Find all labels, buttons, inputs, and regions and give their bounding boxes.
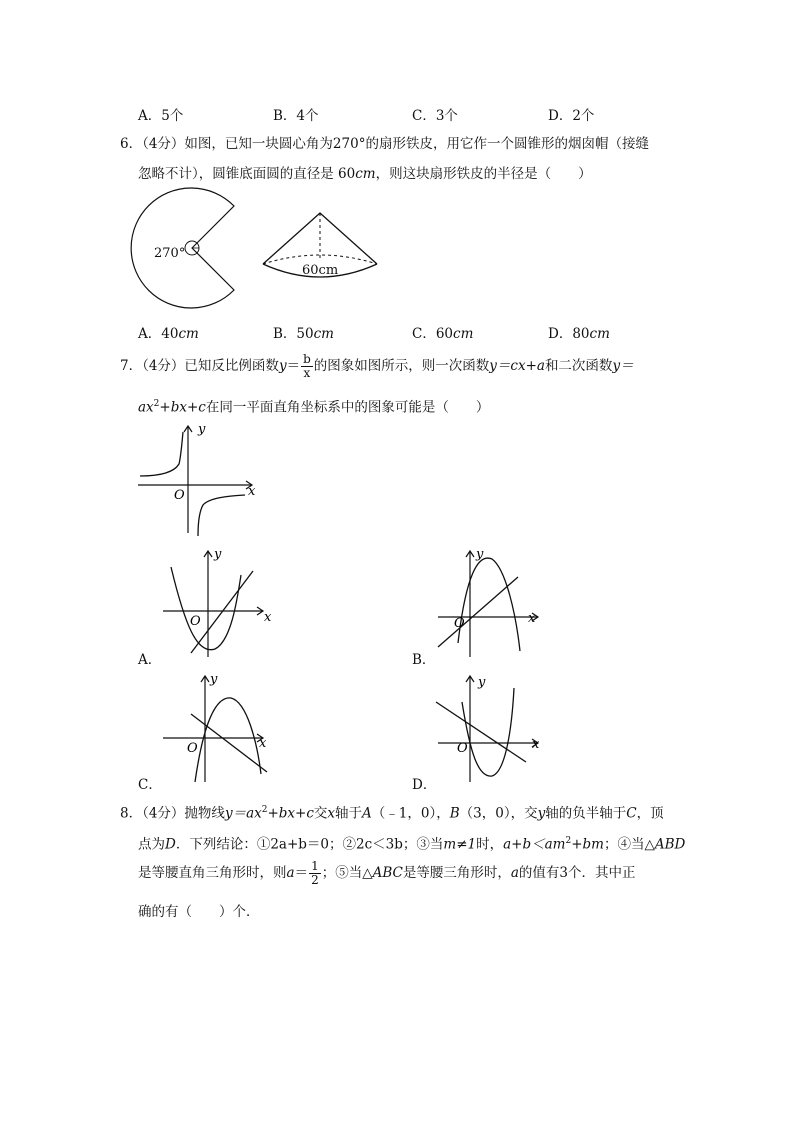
q6-sector-angle-label: 270° [154, 246, 186, 261]
q7-option-d-graph [430, 670, 555, 785]
q5-option-a: A．5个 [138, 108, 184, 124]
q6-text-line2: 忽略不计），圆锥底面圆的直径是 60cm，则这块扇形铁皮的半径是（ ） [138, 166, 592, 182]
q6-text-line1: 6．（4分）如图，已知一块圆心角为270°的扇形铁皮，用它作一个圆锥形的烟囱帽（接缝 [120, 136, 649, 152]
q7d-origin: O [457, 741, 468, 756]
q7a-origin: O [190, 614, 201, 629]
q7-text-line1: 7．（4分）已知反比例函数y＝ $\frac{b}{x}$ 的图象如图所示，则一次函数y＝cx+a和二次函数y＝ [120, 352, 634, 380]
q7-option-c-graph [155, 670, 280, 785]
q7a-axis-x: x [264, 610, 272, 625]
q7-text-line2: $ax^2+bx+c$在同一平面直角坐标系中的图象可能是（ ） [138, 399, 490, 416]
q8-text-line1: 8．（4分）抛物线$y=ax^2+bx+c$交x轴于A（﹣1，0），B（3，0），交y轴的负半轴于C，顶 [120, 805, 664, 822]
q7-hyperbola-figure [135, 420, 265, 540]
q7c-axis-y: y [210, 672, 218, 687]
q7-option-c-label: C． [138, 777, 162, 793]
q5-option-d: D．2个 [548, 108, 595, 124]
q5-option-b: B．4个 [273, 108, 319, 124]
q6-sector-figure [130, 190, 250, 310]
q7-option-a-graph [155, 545, 280, 660]
q6-option-d: D．80cm [548, 326, 610, 342]
q7-option-b-graph [430, 545, 555, 660]
q7-option-b-label: B． [412, 652, 436, 668]
q6-option-c: C．60cm [412, 326, 474, 342]
q5-option-c: C．3个 [412, 108, 458, 124]
q8-text-line3: 是等腰直角三角形时，则a＝ $\frac{1}{2}$ ；⑤当△ABC是等腰三角形时，a的值有3个．其中正 [138, 859, 636, 887]
q7b-axis-x: x [528, 611, 536, 626]
q6-option-a: A．40cm [138, 326, 199, 342]
q7a-axis-y: y [214, 547, 222, 562]
q7-fraction: $\frac{b}{x}$ [303, 352, 311, 380]
q7b-axis-y: y [476, 547, 484, 562]
q6-cone-diameter-label: 60cm [302, 263, 339, 278]
q7-ref-axis-y: y [198, 422, 206, 437]
q7c-origin: O [187, 741, 198, 756]
q7-option-a-label: A． [138, 652, 162, 668]
q7-ref-axis-x: x [248, 484, 256, 499]
q7b-origin: O [454, 616, 465, 631]
q7c-axis-x: x [259, 736, 267, 751]
q7d-axis-y: y [478, 675, 486, 690]
q6-option-b: B．50cm [273, 326, 334, 342]
q7-option-d-label: D． [412, 777, 437, 793]
q8-text-line4: 确的有（ ）个． [138, 904, 260, 920]
q8-text-line2: 点为D．下列结论：①2a+b＝0；②2c＜3b；③当m≠1时，$a+b<am^2+bm$；④当△ABD [138, 836, 686, 853]
q7d-axis-x: x [532, 737, 540, 752]
q7-ref-origin: O [174, 488, 185, 503]
q8-fraction: $\frac{1}{2}$ [311, 859, 319, 887]
q6-cone-figure [260, 210, 385, 290]
